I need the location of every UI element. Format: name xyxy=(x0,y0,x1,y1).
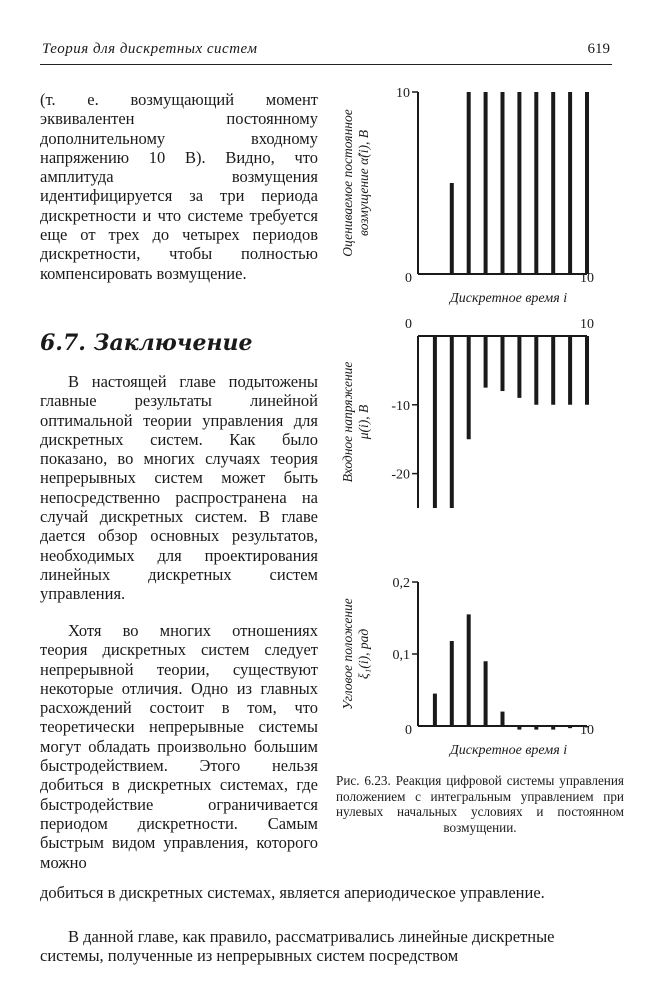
x-axis-label: Дискретное время i xyxy=(449,743,568,758)
y-tick-label: 0,1 xyxy=(392,648,410,663)
y-axis-label: Угловое положениеξ₁(i), рад xyxy=(340,598,371,710)
x-tick-label: 10 xyxy=(580,271,594,286)
y-tick-label: 0,2 xyxy=(392,576,410,591)
chart-input-voltage xyxy=(340,317,594,508)
paragraph-differences: Хотя во многих отношениях теория дискретных систем следует непрерывной теории, существуют некоторые отличия. Одно из главных расхождений состоит в том, что теоретически непрерывные системы могут обладать произвольно большим быстродействием. Этого нельзя добиться в дискретных системах, где быстродействие ограничивается периодом дискретности. Самым быстрым видом управления, которого можно xyxy=(40,621,318,872)
x-tick-label: 0 xyxy=(405,317,412,332)
figure-6-23 xyxy=(330,70,630,770)
y-axis-label: Оцениваемое постоянноевозмущение α̂(i), В xyxy=(340,109,371,257)
paragraph-continuation: добиться в дискретных системах, является апериодическое управление. xyxy=(40,883,545,902)
page-number: 619 xyxy=(587,41,610,57)
y-tick-label: -10 xyxy=(391,398,410,414)
x-tick-label: 10 xyxy=(580,317,594,332)
chart-estimated-disturbance xyxy=(340,86,594,306)
x-tick-label: 10 xyxy=(580,723,594,738)
x-axis-label: Дискретное время i xyxy=(449,291,568,306)
paragraph-final: В данной главе, как правило, рассматривались линейные дискретные системы, полученные из непрерывных систем посредством xyxy=(40,927,555,966)
y-axis-label: Входное напряжениеμ(i), В xyxy=(340,361,371,483)
paragraph-summary: В настоящей главе подытожены главные результаты линейной оптимальной теории управления для дискретных систем. Как было показано, во многих случаях теория непрерывных систем может быть непосредственно распространена на случай дискретных систем. В главе дается обзор основных результатов, необходимых для проектирования линейных дискретных систем управления. xyxy=(40,372,318,604)
section-title: 6.7. Заключение xyxy=(40,330,253,356)
x-tick-label: 0 xyxy=(405,723,412,738)
header-title: Теория для дискретных систем xyxy=(42,41,258,57)
running-header xyxy=(40,40,612,65)
x-tick-label: 0 xyxy=(405,271,412,286)
paragraph-intro: (т. е. возмущающий момент эквивалентен постоянному дополнительному входному напряжению 10 В). Видно, что амплитуда возмущения идентифицируется за три периода дискретности и что системе требуется еще от трех до четырех периодов дискретности, чтобы полностью компенсировать возмущение. xyxy=(40,90,318,283)
y-tick-label: -20 xyxy=(391,467,410,483)
y-tick-label: 10 xyxy=(396,86,410,101)
chart-angular-position xyxy=(340,576,594,758)
figure-caption: Рис. 6.23. Реакция цифровой системы управления положением с интегральным управлением при нулевых начальных условиях и постоянном возмущении. xyxy=(336,773,624,835)
